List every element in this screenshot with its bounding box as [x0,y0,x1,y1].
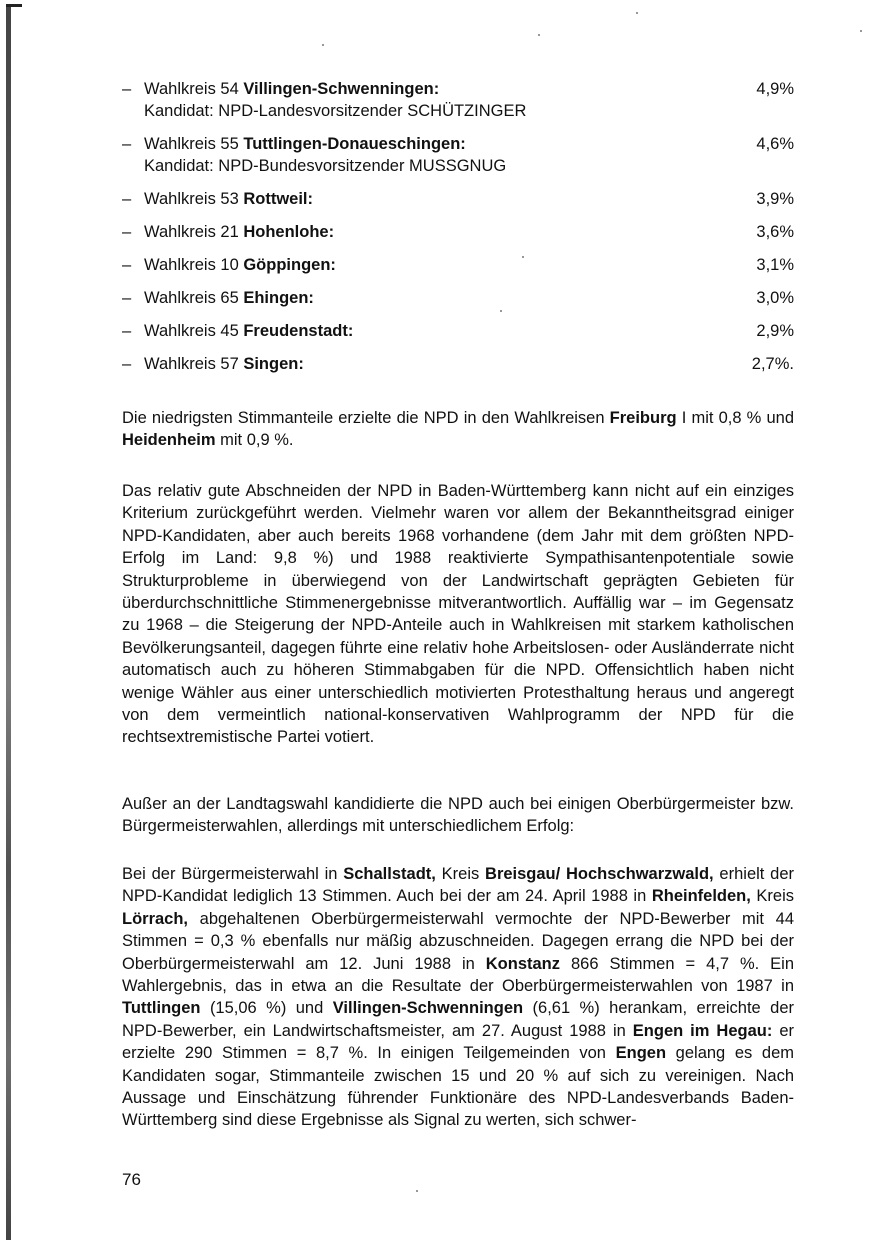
list-dash: – [122,355,132,373]
list-item [122,78,794,122]
text-run: I mit 0,8 % und [676,409,794,427]
vote-share: 3,6% [756,223,794,241]
text-run: Kreis [750,887,794,906]
scan-speck [538,34,540,36]
text-run: (15,06 %) und [200,999,333,1018]
scan-speck [636,12,638,14]
place-name: Heidenheim [122,431,216,450]
vote-share: 3,9% [756,190,794,208]
text-run: 866 Stimmen = 4,7 %. Ein Wahlergebnis, das in etwa an die Resultate der Oberbürgermeisterwahlen von 1987 in [122,954,794,996]
text-run: (6,61 %) herankam, erreichte der NPD-Bewerber, ein Landwirtschaftsmeister, am 27. August 1988 in [122,999,794,1040]
scan-speck [416,1190,418,1192]
scan-speck [860,30,862,32]
constituency-number: Wahlkreis 54 [144,80,244,98]
text-run: abgehaltenen Oberbürgermeisterwahl vermochte der NPD-Bewerber mit 44 Stimmen = 0,3 % ebenfalls nur mäßig abzuschneiden. Dagegen errang die NPD bei der Oberbürgermeisterwahl am 12. Juni 1988 in [122,909,794,973]
constituency-number: Wahlkreis 55 [144,135,244,153]
scan-speck [322,44,324,46]
candidate-line: Kandidat: NPD-Landesvorsitzender SCHÜTZINGER [144,102,527,120]
constituency-number: Wahlkreis 21 [144,223,244,241]
constituency-number: Wahlkreis 65 [144,289,244,307]
text-run: mit 0,9 %. [215,431,294,450]
list-item [122,188,794,210]
vote-share: 2,9% [756,322,794,340]
constituency-name: Ehingen: [243,289,314,307]
constituency-name: Villingen-Schwenningen: [243,80,440,98]
place-name: Rheinfelden, [651,887,751,906]
place-name: Tuttlingen [122,999,201,1018]
list-dash: – [122,190,132,208]
constituency-number: Wahlkreis 45 [144,322,244,340]
text-run: Die niedrigsten Stimmanteile erzielte die NPD in den Wahlkreisen [122,409,610,427]
scan-border-top [6,4,22,7]
vote-share: 4,9% [756,80,794,98]
place-name: Schallstadt, [343,865,436,883]
list-item [122,254,794,276]
text-run: Bei der Bürgermeisterwahl in [122,865,344,883]
place-name: Lörrach, [122,909,189,928]
place-name: Engen [615,1044,667,1063]
constituency-name: Hohenlohe: [243,223,335,241]
place-name: Konstanz [485,954,561,973]
list-item [122,221,794,243]
paragraph-mayoral-intro: Außer an der Landtagswahl kandidierte die NPD auch bei einigen Oberbürgermeister bzw. Bürgermeisterwahlen, allerdings mit unterschiedlichem Erfolg: [122,795,794,836]
text-run: gelang es dem Kandidaten sogar, Stimmanteile zwischen 15 und 20 % auf sich zu vereinigen. Nach Aussage und Einschätzung führender Funktionäre des NPD-Landesverbands Baden-Württemberg sind diese Ergebnisse als Signal zu werten, sich schwer- [122,1044,795,1130]
list-dash: – [122,322,132,340]
list-dash: – [122,223,132,241]
constituency-name: Freudenstadt: [243,322,354,340]
place-name: Villingen-Schwenningen [332,999,524,1018]
paragraph-analysis: Das relativ gute Abschneiden der NPD in Baden-Württemberg kann nicht auf ein einziges Kriterium zurückgeführt werden. Vielmehr waren vor allem der Bekanntheitsgrad einiger NPD-Kandidaten, aber auch bereits 1968 vorhandene (dem Jahr mit dem größten NPD-Erfolg im Land: 9,8 %) und 1988 reaktivierte Sympathisantenpotentiale sowie Strukturprobleme in überwiegend von der Landwirtschaft geprägten Gebieten für überdurchschnittliche Stimmenergebnisse mitverantwortlich. Auffällig war – im Gegensatz zu 1968 – die Steigerung der NPD-Anteile auch in Wahlkreisen mit starkem katholischen Bevölkerungsanteil, dagegen führte eine relativ hohe Arbeitslosen- oder Ausländerrate nicht automatisch auch zu höheren Stimmabgaben für die NPD. Offensichtlich haben nicht wenige Wähler aus einer unterschiedlich motivierten Protesthaltung heraus und angeregt von dem vermeintlich national-konservativen Wahlprogramm der NPD für die rechtsextremistische Partei votiert. [122,482,794,747]
constituency-number: Wahlkreis 57 [144,355,244,373]
place-name: Freiburg [609,409,677,427]
page-number: 76 [122,1170,141,1189]
constituency-name: Singen: [243,355,304,373]
place-name: Breisgau/ Hochschwarzwald, [485,865,714,883]
list-item [122,133,794,177]
constituency-name: Rottweil: [243,190,314,208]
list-item [122,320,794,342]
text-run: erhielt der NPD-Kandidat lediglich 13 Stimmen. Auch bei der am 24. April 1988 in [122,865,794,906]
text-run: Kreis [435,865,486,883]
list-item [122,353,794,375]
place-name: Engen im Hegau: [632,1021,773,1040]
list-dash: – [122,135,132,153]
list-item [122,287,794,309]
vote-share: 4,6% [756,135,794,153]
list-dash: – [122,289,132,307]
constituency-name: Tuttlingen-Donaueschingen: [243,135,466,153]
constituency-number: Wahlkreis 10 [144,256,244,274]
vote-share: 3,1% [756,256,794,274]
paragraph-lowest-shares [122,407,794,452]
constituency-name: Göppingen: [243,256,336,274]
vote-share: 2,7%. [751,355,794,373]
list-dash: – [122,256,132,274]
text-run: er erzielte 290 Stimmen = 8,7 %. In einigen Teilgemeinden von [122,1021,794,1063]
constituency-list [122,78,794,386]
constituency-number: Wahlkreis 53 [144,190,244,208]
scan-border [6,4,11,1240]
vote-share: 3,0% [756,289,794,307]
candidate-line: Kandidat: NPD-Bundesvorsitzender MUSSGNUG [144,157,507,175]
paragraph-mayoral-results [122,863,794,1132]
list-dash: – [122,80,132,98]
